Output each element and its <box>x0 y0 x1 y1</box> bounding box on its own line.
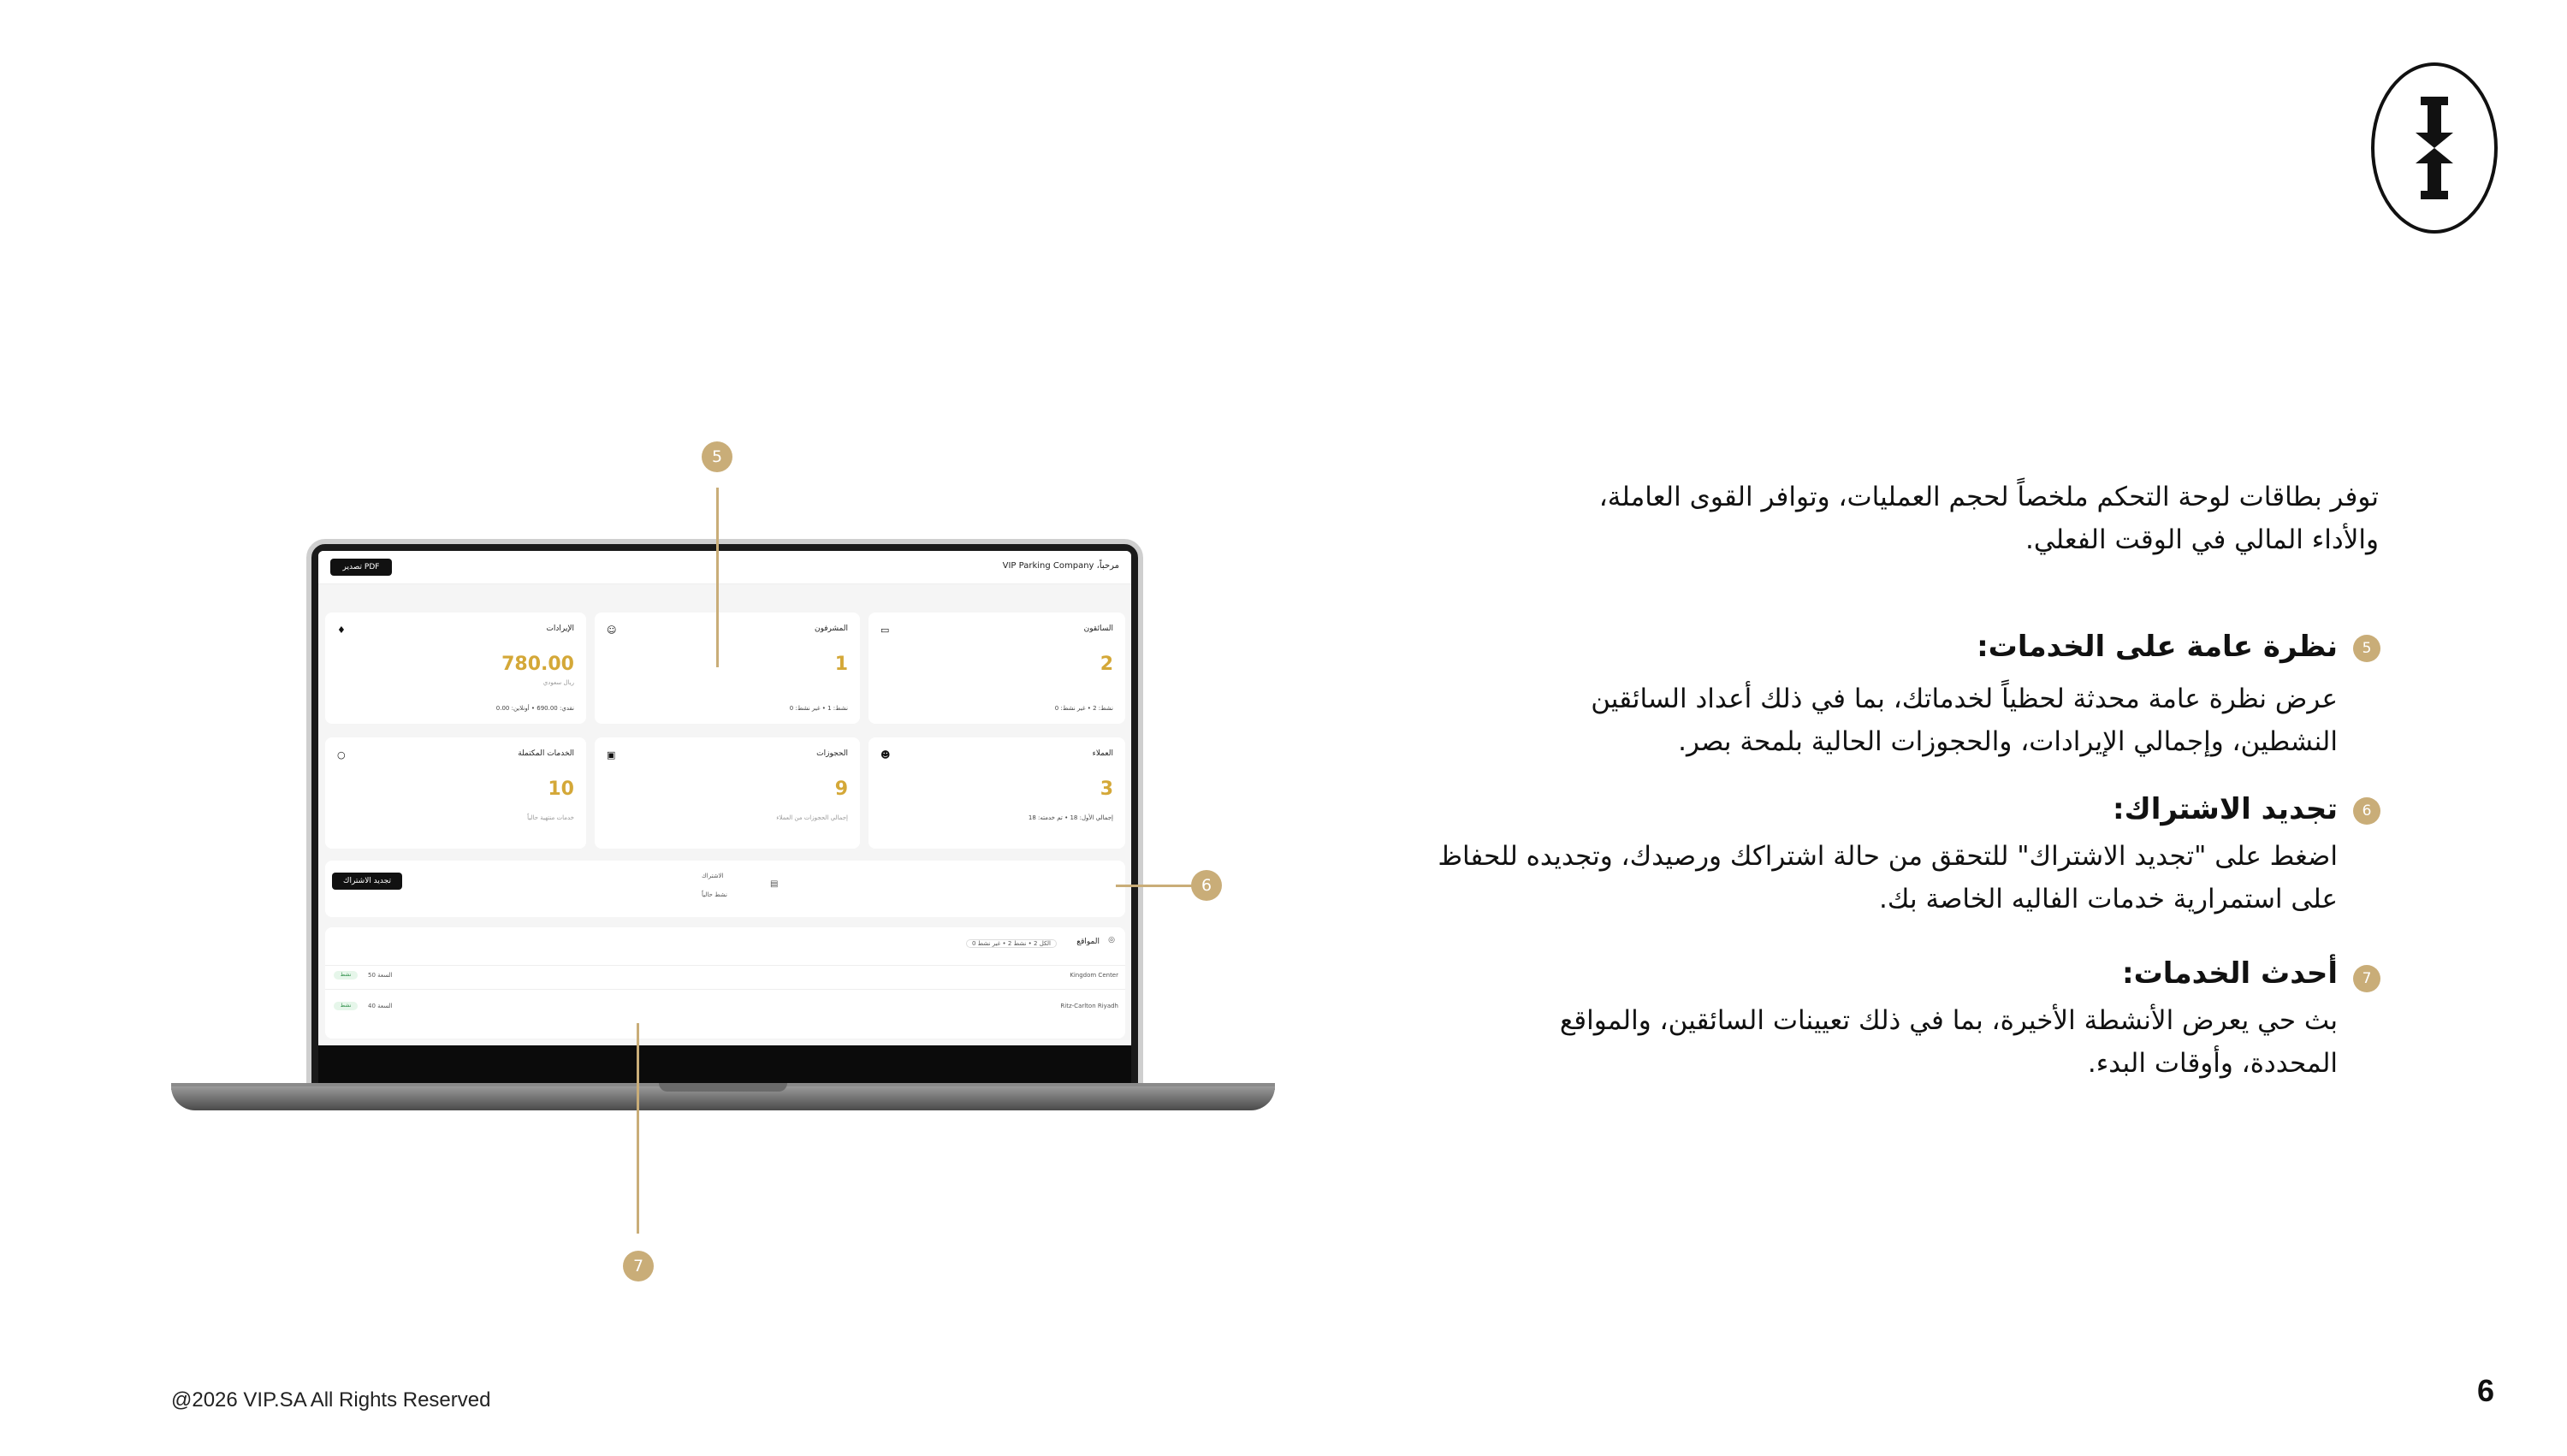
location-row-1-name: Kingdom Center <box>1070 972 1118 979</box>
car-icon: ▭ <box>880 624 890 636</box>
section-5-body <box>1396 678 2338 763</box>
callout-5-line <box>716 488 719 667</box>
footer-copyright: @2026 VIP.SA All Rights Reserved <box>171 1388 491 1412</box>
location-row-1-status: نشط <box>334 971 358 980</box>
bookings-card-sub: إجمالي الحجوزات من العملاء <box>776 814 848 821</box>
revenue-card-meta: نقدي: 690.00 • أونلاين: 0.00 <box>495 705 574 712</box>
customers-card-title: العملاء <box>1092 749 1113 758</box>
location-row-2-name: Ritz-Carlton Riyadh <box>1060 1003 1118 1009</box>
section-6-badge: 6 <box>2353 797 2380 825</box>
section-7-body <box>1396 999 2338 1085</box>
section-7-line-1: بث حي يعرض الأنشطة الأخيرة، بما في ذلك تعيينات السائقين، والمواقع <box>1559 1005 2338 1036</box>
completed-services-card <box>325 737 586 849</box>
drivers-card-value: 2 <box>1100 654 1113 675</box>
revenue-card-sub: ريال سعودي <box>542 679 574 686</box>
section-7-line-2: المحددة، وأوقات البدء. <box>2087 1048 2338 1079</box>
dashboard-screen <box>318 551 1131 1045</box>
export-pdf-button[interactable]: تصدير PDF <box>330 559 392 576</box>
check-icon: ○ <box>337 749 346 761</box>
locations-divider-2 <box>325 989 1125 990</box>
subscription-icon: ▤ <box>770 879 779 889</box>
drivers-card-meta: نشط: 2 • غير نشط: 0 <box>1054 705 1113 712</box>
callout-5-badge: 5 <box>702 441 732 472</box>
calendar-icon: ▣ <box>607 749 616 761</box>
location-row-1-meta: السعة 50 <box>368 972 393 979</box>
customers-card-meta: إجمالي الأول: 18 • تم خدمته: 18 <box>1028 814 1113 821</box>
location-pin-icon: ◎ <box>1108 936 1115 944</box>
section-5-badge: 5 <box>2353 635 2380 662</box>
drivers-card-title: السائقون <box>1083 624 1113 633</box>
completed-card-sub: خدمات منتهية حالياً <box>527 814 574 821</box>
locations-divider <box>325 965 1125 966</box>
intro-line-1: توفر بطاقات لوحة التحكم ملخصاً لحجم العمليات، وتوافر القوى العاملة، <box>1598 482 2379 512</box>
callout-7-line <box>637 1023 639 1234</box>
customers-card-value: 3 <box>1100 778 1113 800</box>
section-7-badge: 7 <box>2353 965 2380 992</box>
supervisors-card-value: 1 <box>834 654 848 675</box>
supervisor-icon: ☺ <box>607 624 617 636</box>
revenue-card-value: 780.00 <box>501 654 574 675</box>
intro-line-2: والأداء المالي في الوقت الفعلي. <box>2025 524 2379 555</box>
dashboard-topbar <box>318 551 1131 584</box>
callout-7-badge: 7 <box>623 1251 654 1281</box>
supervisors-card <box>595 613 860 724</box>
user-icon: ☻ <box>880 749 891 761</box>
section-6-line-2: على استمرارية خدمات الفاليه الخاصة بك. <box>1878 884 2338 914</box>
money-icon: ♦ <box>337 624 346 636</box>
drivers-card <box>869 613 1125 724</box>
dashboard-greeting: مرحباً، VIP Parking Company <box>1002 561 1119 571</box>
locations-filter[interactable]: الكل 2 • نشط 2 • غير نشط 0 <box>966 939 1057 948</box>
section-6-line-1: اضغط على "تجديد الاشتراك" للتحقق من حالة اشتراكك ورصيدك، وتجديده للحفاظ <box>1438 841 2338 872</box>
callout-6-line <box>1116 885 1198 887</box>
revenue-card-title: الإيرادات <box>546 624 574 633</box>
section-6-body <box>1225 835 2338 920</box>
locations-title: المواقع <box>1076 938 1100 946</box>
subscription-label: الاشتراك <box>702 873 724 879</box>
callout-6-badge: 6 <box>1191 870 1222 901</box>
bookings-card <box>595 737 860 849</box>
intro-paragraph <box>1438 476 2379 561</box>
laptop-notch <box>659 1083 787 1092</box>
locations-panel <box>325 927 1125 1039</box>
completed-card-value: 10 <box>548 778 574 800</box>
supervisors-card-meta: نشط: 1 • غير نشط: 0 <box>789 705 848 712</box>
location-row-2-meta: السعة 40 <box>368 1003 393 1009</box>
section-7-title: أحدث الخدمات: <box>2122 956 2338 991</box>
customers-card <box>869 737 1125 849</box>
section-5-title: نظرة عامة على الخدمات: <box>1977 630 2338 664</box>
brand-logo-mark-icon <box>2374 66 2494 230</box>
section-6-title: تجديد الاشتراك: <box>2112 792 2338 826</box>
completed-card-title: الخدمات المكتملة <box>518 749 574 758</box>
bookings-card-value: 9 <box>834 778 848 800</box>
page-number: 6 <box>2476 1373 2494 1408</box>
section-5-line-2: النشطين، وإجمالي الإيرادات، والحجوزات الحالية بلمحة بصر. <box>1678 726 2338 757</box>
revenue-card <box>325 613 586 724</box>
brand-logo <box>2371 62 2498 234</box>
renew-subscription-button[interactable]: تجديد الاشتراك <box>332 873 402 890</box>
subscription-bar <box>325 861 1125 917</box>
laptop-screen-bezel <box>318 1045 1131 1083</box>
location-row-2-status: نشط <box>334 1002 358 1010</box>
supervisors-card-title: المشرفون <box>814 624 848 633</box>
subscription-status: نشط حالياً <box>702 891 727 898</box>
bookings-card-title: الحجوزات <box>816 749 848 758</box>
section-5-line-1: عرض نظرة عامة محدثة لحظياً لخدماتك، بما في ذلك أعداد السائقين <box>1591 684 2338 714</box>
